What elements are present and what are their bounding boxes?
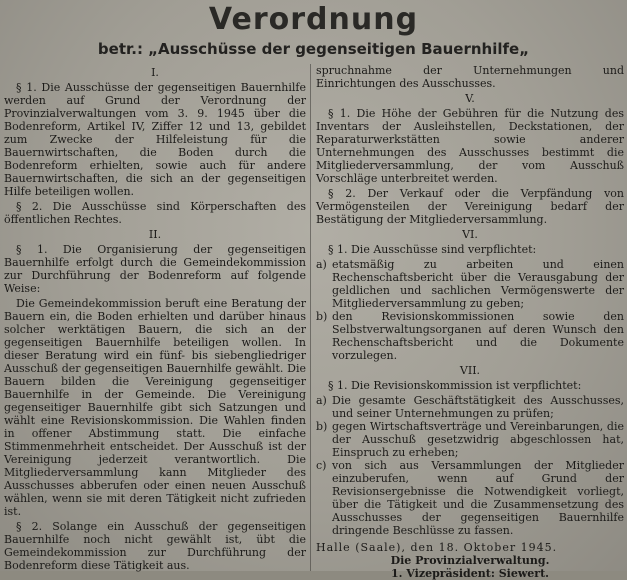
list-text: den Revisionskommissionen sowie den Selbstverwaltungsorganen auf deren Wunsch den Rechenschaftsbericht und die Dokumente vorzulegen. (332, 310, 624, 362)
signature-signer: 1. Vizepräsident: Siewert. (390, 567, 550, 580)
list-marker: b) (316, 420, 328, 433)
list-text: Die gesamte Geschäftstätigkeit des Ausschusses, und seiner Unternehmungen zu prüfen; (332, 394, 624, 420)
list-item (316, 420, 624, 459)
right-column (316, 64, 624, 580)
column-divider (310, 64, 311, 571)
paragraph: § 1. Die Revisionskommission ist verpflichtet: (328, 379, 582, 392)
section-number: I. (151, 66, 159, 79)
paragraph: § 1. Die Organisierung der gegenseitigen Bauernhilfe erfolgt durch die Gemeindekommission zur Durchführung der Bodenreform auf folgende Weise: (4, 243, 306, 295)
list-text: gegen Wirtschaftsverträge und Vereinbarungen, die der Ausschuß gesetzwidrig abgeschlossen hat, Einspruch zu erheben; (332, 420, 624, 459)
paragraph: § 1. Die Ausschüsse sind verpflichtet: (328, 243, 537, 256)
list-item (316, 310, 624, 362)
paragraph: Die Gemeindekommission beruft eine Beratung der Bauern ein, die Boden erhielten und darüber hinaus solcher werktätigen Bauern, die sich an der gegenseitigen Bauernhilfe beteiligen wollen. In dieser Beratung wird ein fünf- bis siebengliedriger Ausschuß der gegenseitigen Bauernhilfe gewählt. Die Bauern bilden die Vereinigung gegenseitiger Bauernhilfe in der Gemeinde. Die Vereinigung gegenseitiger Bauernhilfe gibt sich Satzungen und wählt eine Revisionskommission. Die Wahlen finden in offener Abstimmung statt. Die einfache Stimmenmehrheit entscheidet. Der Ausschuß ist der Vereinigung jederzeit verantwortlich. Die Mitgliederversammlung kann Mitglieder des Ausschusses abberufen oder einen neuen Ausschuß wählen, wenn sie mit deren Tätigkeit nicht zufrieden ist. (4, 297, 306, 518)
list-text: von sich aus Versammlungen der Mitglieder einzuberufen, wenn auf Grund der Revisionsergebnisse die Notwendigkeit vorliegt, über die Tätigkeit und die Zusammensetzung des Ausschusses der gegenseitigen Bauernhilfe dringende Beschlüsse zu fassen. (332, 459, 624, 537)
list-item (316, 459, 624, 537)
paragraph: § 2. Die Ausschüsse sind Körperschaften des öffentlichen Rechtes. (4, 200, 306, 226)
paragraph: spruchnahme der Unternehmungen und Einrichtungen des Ausschusses. (316, 64, 624, 90)
signature-date: Halle (Saale), den 18. Oktober 1945. (316, 541, 558, 554)
paragraph: § 1. Die Höhe der Gebühren für die Nutzung des Inventars der Ausleihstellen, Deckstationen, der Reparaturwerkstätten sowie anderer Unternehmungen des Ausschusses bestimmt die Mitgliederversammlung, der vom Ausschuß Vorschläge unterbreitet werden. (316, 107, 624, 185)
paragraph: § 1. Die Ausschüsse der gegenseitigen Bauernhilfe werden auf Grund der Verordnung der Provinzialverwaltungen vom 3. 9. 1945 über die Bodenreform, Artikel IV, Ziffer 12 und 13, gebildet zum Zwecke der Hilfeleistung für die Bauernwirtschaften, die Boden durch die Bodenreform erhielten, sowie auch für andere Bauernwirtschaften, die sich an der gegenseitigen Hilfe beteiligen wollen. (4, 81, 306, 198)
page-title: Verordnung (208, 2, 419, 37)
left-column (4, 64, 306, 574)
page-subtitle: betr.: „Ausschüsse der gegenseitigen Bauernhilfe„ (97, 40, 530, 58)
signature-block (316, 541, 624, 580)
list-marker: b) (316, 310, 328, 323)
list-item (316, 258, 624, 310)
list-marker: a) (316, 394, 327, 407)
section-number: II. (148, 228, 162, 241)
section-number: VI. (462, 228, 478, 241)
paragraph: § 2. Solange ein Ausschuß der gegenseitigen Bauernhilfe noch nicht gewählt ist, übt die Gemeindekommission zur Durchführung der Bodenreform diese Tätigkeit aus. (4, 520, 306, 572)
paragraph: § 2. Der Verkauf oder die Verpfändung von Vermögensteilen der Vereinigung bedarf der Bestätigung der Mitgliederversammlung. (316, 187, 624, 226)
list-item (316, 394, 624, 420)
signature-org: Die Provinzialverwaltung. (390, 554, 550, 567)
right-column-body (316, 64, 624, 537)
section-number: VII. (459, 364, 481, 377)
list-text: etatsmäßig zu arbeiten und einen Rechenschaftsbericht über die Verausgabung der geldlichen und sachlichen Vermögenswerte der Mitgliederversammlung zu geben; (332, 258, 624, 310)
list-marker: a) (316, 258, 327, 271)
list-marker: c) (316, 459, 327, 472)
section-number: V. (465, 92, 475, 105)
